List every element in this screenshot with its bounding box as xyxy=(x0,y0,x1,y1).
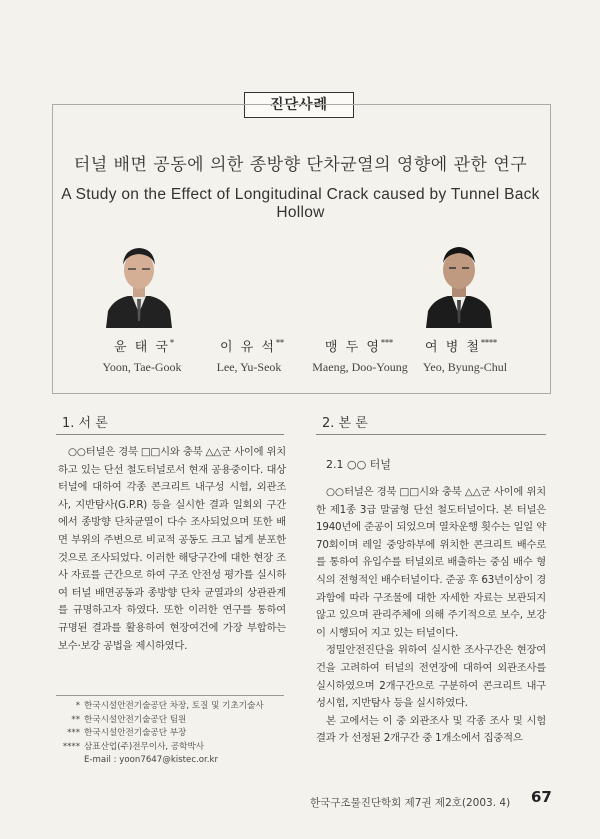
section2-rule xyxy=(316,434,546,435)
footnote-email: E-mail : yoon7647@kistec.or.kr xyxy=(84,755,219,766)
section2-paragraph-2: 정밀안전진단을 위하여 실시한 조사구간은 현장여건을 고려하여 터널의 전연장에 대하여 외관조사를 실시하였으며 2개구간으로 구분하여 콘크리트 내구성시험, 지반탐사 등을 실시하였다. xyxy=(316,644,546,710)
section1-heading: 1. 서 론 xyxy=(62,416,108,431)
section2-paragraph-1: ○○터널은 경북 □□시와 충북 △△군 사이에 위치한 제1종 3급 말굽형 단선 철도터널이다. 본 터널은 1940년에 준공이 되었으며 열차운행 횟수는 일일 약 70회이며 레일 중앙하부에 위치한 콘크리트 배수로를 통하여 유입수를 터널외로 배출하는 중심 배수 형식의 전형적인 배수터널이다. 준공 후 63년이상이 경과함에 따라 구조물에 대한 자세한 자료는 보관되지 않고 있으며 관리주체에 의해 주기적으로 보수, 보강이 시행되어 지고 있는 터널이다. xyxy=(316,486,546,639)
author-en-4: Yeo, Byung-Chul xyxy=(422,360,508,374)
journal-info: 한국구조물진단학회 제7권 제2호(2003. 4) xyxy=(310,797,511,809)
author-en-2: Lee, Yu-Seok xyxy=(216,360,282,374)
section2-subheading: 2.1 ○○ 터널 xyxy=(326,458,391,471)
footnote-1: * 한국시설안전기술공단 차장, 토질 및 기초기술사 xyxy=(75,701,264,711)
section2-body xyxy=(316,484,546,748)
author-ko-3: 맹 두 영*** xyxy=(325,338,393,355)
section1-rule xyxy=(56,434,284,435)
author-ko-4: 여 병 철**** xyxy=(425,338,497,355)
title-english: A Study on the Effect of Longitudinal Crack caused by Tunnel Back Hollow xyxy=(61,186,540,221)
section2-heading: 2. 본 론 xyxy=(322,416,368,431)
footnote-rule xyxy=(56,695,284,696)
footnote-2: ** 한국시설안전기술공단 팀원 xyxy=(71,714,187,725)
section-badge: 진단사례 xyxy=(244,92,354,118)
section2-paragraph-3: 본 고에서는 이 중 외관조사 및 각종 조사 및 시험 결과 가 선정된 2개구간 중 1개소에서 집중적으 xyxy=(316,714,546,745)
footnote-4: **** 삼표산업(주)전무이사, 공학박사 xyxy=(62,741,205,752)
section1-body xyxy=(58,444,286,655)
author-en-1: Yoon, Tae-Gook xyxy=(102,360,182,374)
title-korean: 터널 배면 공동에 의한 종방향 단차균열의 영향에 관한 연구 xyxy=(73,155,528,175)
section1-paragraph: ○○터널은 경북 □□시와 충북 △△군 사이에 위치하고 있는 단선 철도터널로서 현재 공용중이다. 대상 터널에 대하여 각종 콘크리트 내구성 시험, 외관조사, 지반탐사(G.P.R) 등을 실시한 결과 일회외 구간에서 종방향 단차균열이 다수 조사되었으며 또한 배면 부위의 주변으로 비교적 공동도 크고 넓게 분포한 것으로 조사되었다. 이러한 해당구간에 대한 현장 조사 자료를 근간으로 하여 구조 안전성 평가를 실시하여 터널 배면공동과 종방향 단차 균열과의 상관관계를 규명하고자 하였다. 또한 이러한 연구를 통하여 규명된 결과를 활용하여 현장여건에 가장 부합하는 보수·보강 공법을 제시하였다. xyxy=(58,446,286,652)
author-photo-yoon xyxy=(104,233,174,328)
author-ko-2: 이 유 석** xyxy=(220,338,284,355)
author-ko-1: 윤 태 국* xyxy=(114,338,174,355)
footnote-3: *** 한국시설안전기술공단 부장 xyxy=(67,728,187,739)
page-number: 67 xyxy=(531,788,552,806)
author-photo-yeo xyxy=(424,233,494,328)
footnotes xyxy=(58,700,288,768)
author-en-3: Maeng, Doo-Young xyxy=(312,360,408,374)
